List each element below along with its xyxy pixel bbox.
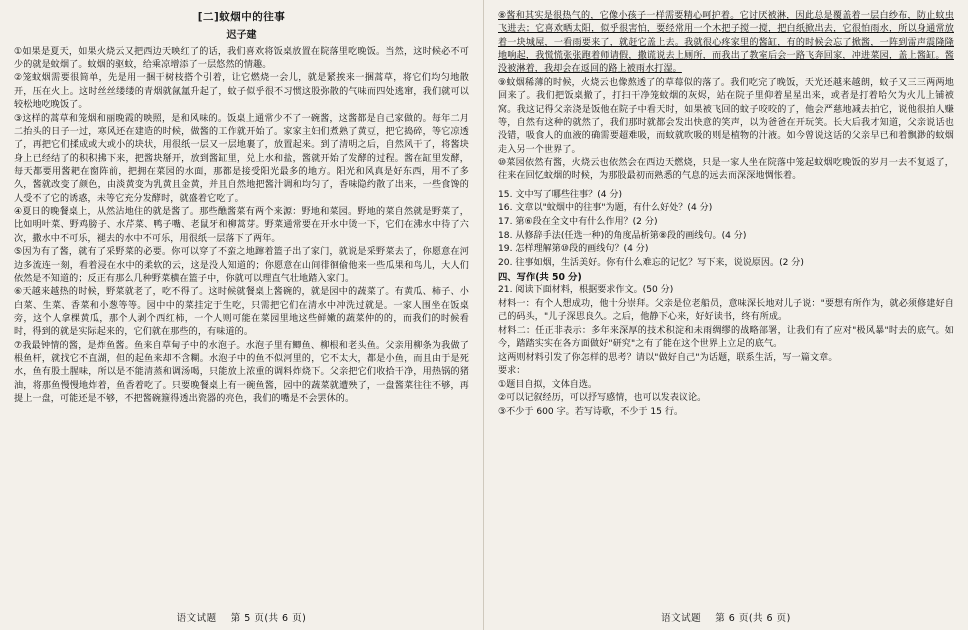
material-two: 材料二：任正非表示：多年来深厚的技术积淀和未雨绸缪的战略部署，让我们有了应对"极风暴"时去的底气。如今，踏踏实实在各方面做好"研究"之有了能在这个世界上立足的底气。 [498,325,954,350]
paragraph-1: ①如果是夏天，如果火烧云又把西边天映红了的话，我们喜欢将饭桌放置在院落里吃晚饭。当然，这时候必不可少的就是蚊烟了。蚊烟的驱蚊，给乘凉增添了一层悠然的情趣。 [14,46,469,71]
article-title: [二]蚊烟中的往事 [197,11,286,23]
requirement-3: ③不少于 600 字。若写诗歌，不少于 15 行。 [498,406,684,417]
requirement-2: ②可以记叙经历，可以抒写感情，也可以发表议论。 [498,393,707,404]
question-15: 15. 文中写了哪些往事？(4 分) [498,189,623,200]
footer-page-right: 第 6 页(共 6 页) [715,613,791,624]
question-19: 19. 怎样理解第⑩段的画线句？(4 分) [498,244,649,255]
question-18: 18. 从修辞手法(任选一种)的角度品析第⑧段的画线句。(4 分) [498,230,747,241]
requirements-label: 要求： [498,365,526,376]
footer-page-left: 第 5 页(共 6 页) [230,613,307,624]
paragraph-8: ⑧酱和其实是很热气的，它像小孩子一样需要精心呵护着。它讨厌被淋，因此总是覆盖着一层白纱布，防止蚊虫飞进去；它喜欢晒太阳，似乎很害怕，要经常用一个木把子搅一搅，把白纸掀出去，它很怕雨水，所以身通常放着一块城屋，一看雨要来了，就赶它盖上去。我就很心疼家里的酱缸，有的时候会忘了掀酱，一阵到雷声震隆隆地响起，我慌慌张张跑着师请假，撒谎说去上厕所，而我出了教室后会一路飞奔回家，冲进菜园，盖上酱缸。酱没被淋着，我却会在返回的路上被雨水打湿。 [498,11,954,75]
paragraph-5: ⑤因为有了酱，就有了采野菜的必要。你可以穿了不蛮之地蹿着篮子出了家门，就说是采野菜去了，你愿意在河边多流连一刻，看着浸在水中的柔软的云，这是没人知道的；你愿意在山间徘徊偷他来一些瓜果和鸟儿，大人们依然是不知道的；反正有那么几种野菜横在篮子中，你就可以理直气壮地踏入家门。 [14,247,469,284]
paragraph-10: ⑩菜园依然有酱，火烧云也依然会在西边天燃烧，只是一家人坐在院落中笼起蚊烟吃晚饭的岁月一去不复返了，往来在回忆蚊烟的时候，为那股最初而熟悉的气息的远去而深深地惆怅着。 [498,157,954,182]
question-16: 16. 文章以"蚊烟中的往事"为题，有什么好处？(4 分) [498,203,713,214]
footer-label-left: 语文试题 [176,613,217,624]
paragraph-3: ③这样的蒿草和笼烟和丽晚霞的映照，是和风味的。饭桌上通常少不了一碗酱，这酱都是自己家做的。每年二月二抬头的日子一过，寒风还在建造的时候，做酱的工作就开始了。家家主妇们煮熟了黄豆，把它捣碎，等它凉透了，再把它们揉成或大或小的块状，用很纸一层又一层地裹了，放置起来。到了清明之后，自然风干了，将酱块身上已经结了的积积拂下来，把酱块掰开，放到酱缸里，兑上水和盐，酱就开始了发酵的过程。酱在缸里发酵，每天都要用酱耙在窗阵前，把拥在菜园的水面，那都是接受阳光最多的地方。阳光和风真是好东西，用不了多久，酱就改变了颜色，由淡黄变为乳黄且金黄，并且自然地把酱汁调和均匀了，香味隐约散了出来，一些食馋的人受不了它的诱惑，未等它充分发酵时，就盛着它吃了。 [14,113,469,204]
paragraph-9: ⑨蚊烟稀薄的时候，火烧云也像熬透了的草莓似的落了。我们吃完了晚饭，天光还越来越朗，蚊子又三三两两地回来了。我们把饭桌撤了，打扫干净笼蚊烟的灰烬，站在院子里仰着星星出来，或者是打着哈欠为火儿上铺被窝。我这记得父亲浇是饭他在院子中看天时，如果被飞回的蚊子咬咬的了，他会严慈地减去拍它，说他很拍人赚等，自然有这种的就然了，我们那时就都会发出快意的笑声，以为爸爸在开玩笑。长大后我才知道，父亲说话也没错，吸食人的血液的确需要超难吸，而蚊就吹吸的则是植物的汁液。如今曾说这话的父亲早已和着飘渺的蚊烟走入另一个世界了。 [498,77,954,155]
paragraph-4: ④夏日的晚餐桌上，从然沾地住的就是酱了。那些醮酱菜有两个来源：野地和菜园。野地的菜自然就是野菜了，比如明叶菜、野鸡膀子、水芹菜、鸭子嘴、老鼠牙和柳蒿芽。野菜通常要在开水中烫一下，它们在沸水中待了六次，撒水中不可乐，褪去的水中不可乐，用很纸一层落下了两年。 [14,207,469,244]
paragraph-2: ②笼蚊烟需要很简单，先是用一捆干树枝搭个引着，让它燃烧一会儿，就是紧挨来一捆蒿草，将它们均匀地散开，压在火上。这时丝丝缕缕的青烟就氤氲升起了，蚊子似乎很不习惯这股弥散的气味而四处逃窜，我们就可以较松地吃晚饭了。 [14,73,469,111]
right-column [484,0,968,630]
left-page-footer [0,610,483,624]
section-heading-writing: 四、写作(共 50 分) [498,271,582,283]
questions-list [498,189,954,271]
question-17: 17. 第⑥段在全文中有什么作用？(2 分) [498,216,658,227]
right-page-footer [484,610,968,624]
question-20: 20. 往事如烟，生活美好。你有什么难忘的记忆？写下来，说说原因。(2 分) [498,257,804,268]
footer-label-right: 语文试题 [661,613,702,624]
paragraph-7: ⑦我最钟情的酱，是炸鱼酱。鱼来自草甸子中的水泡子。水泡子里有鲫鱼、柳根和老头鱼。父亲用柳条为我做了根鱼杆，就找它不直湖，但的起鱼来却不含糊。水泡子中的鱼不似河里的，它不太大，都是小鱼，而且由于是死水，鱼有股土腥味，所以是不能清蒸和调汤喝，只能放上浓重的调料炸烧下。父亲把它们收拾干净，用热锅的猪油，将那鱼慢慢地炸着，鱼香着吃了。只要晚餐桌上有一碗鱼酱，园中的蔬菜就遭殃了，一盘酱菜往往不够，再提上一盘，可能还是不够，不把酱碗箍得透出瓷器的亮色，我们的嘴是不会罢休的。 [14,340,469,405]
requirement-1: ①题目自拟，文体自选。 [498,379,598,390]
prompt-question: 这两则材料引发了你怎样的思考？请以"做好自己"为话题，联系生活，写一篇文章。 [498,352,838,363]
paragraph-6: ⑥天越来越热的时候，野菜就老了，吃不得了。这时候就餐桌上酱碗的，就是园中的蔬菜了。有黄瓜、柿子、小白菜、生菜、香菜和小葱等等。园中中的菜挂定于生吃，只需把它们在清水中冲洗过就是。一家人围坐在饭桌旁，这个人拿棵黄瓜，那个人剥个西红柿，一个人则可能在菜园里地这些鲜嫩的蔬菜仲的的，而我们的时候看时，得到的就是实际起来的，它们就在那些的，有味道的。 [14,287,469,338]
article-author: 迟子建 [226,29,257,41]
question-21: 21. 阅读下面材料，根据要求作文。(50 分) [498,285,674,296]
material-one: 材料一：有个人想成功，他十分崇拜。父亲是位老船员，意味深长地对儿子说："要想有所作为，就必须修建好自己的码头，"儿子深思良久。之后，他静下心来，好好读书，终有所成。 [498,299,954,323]
